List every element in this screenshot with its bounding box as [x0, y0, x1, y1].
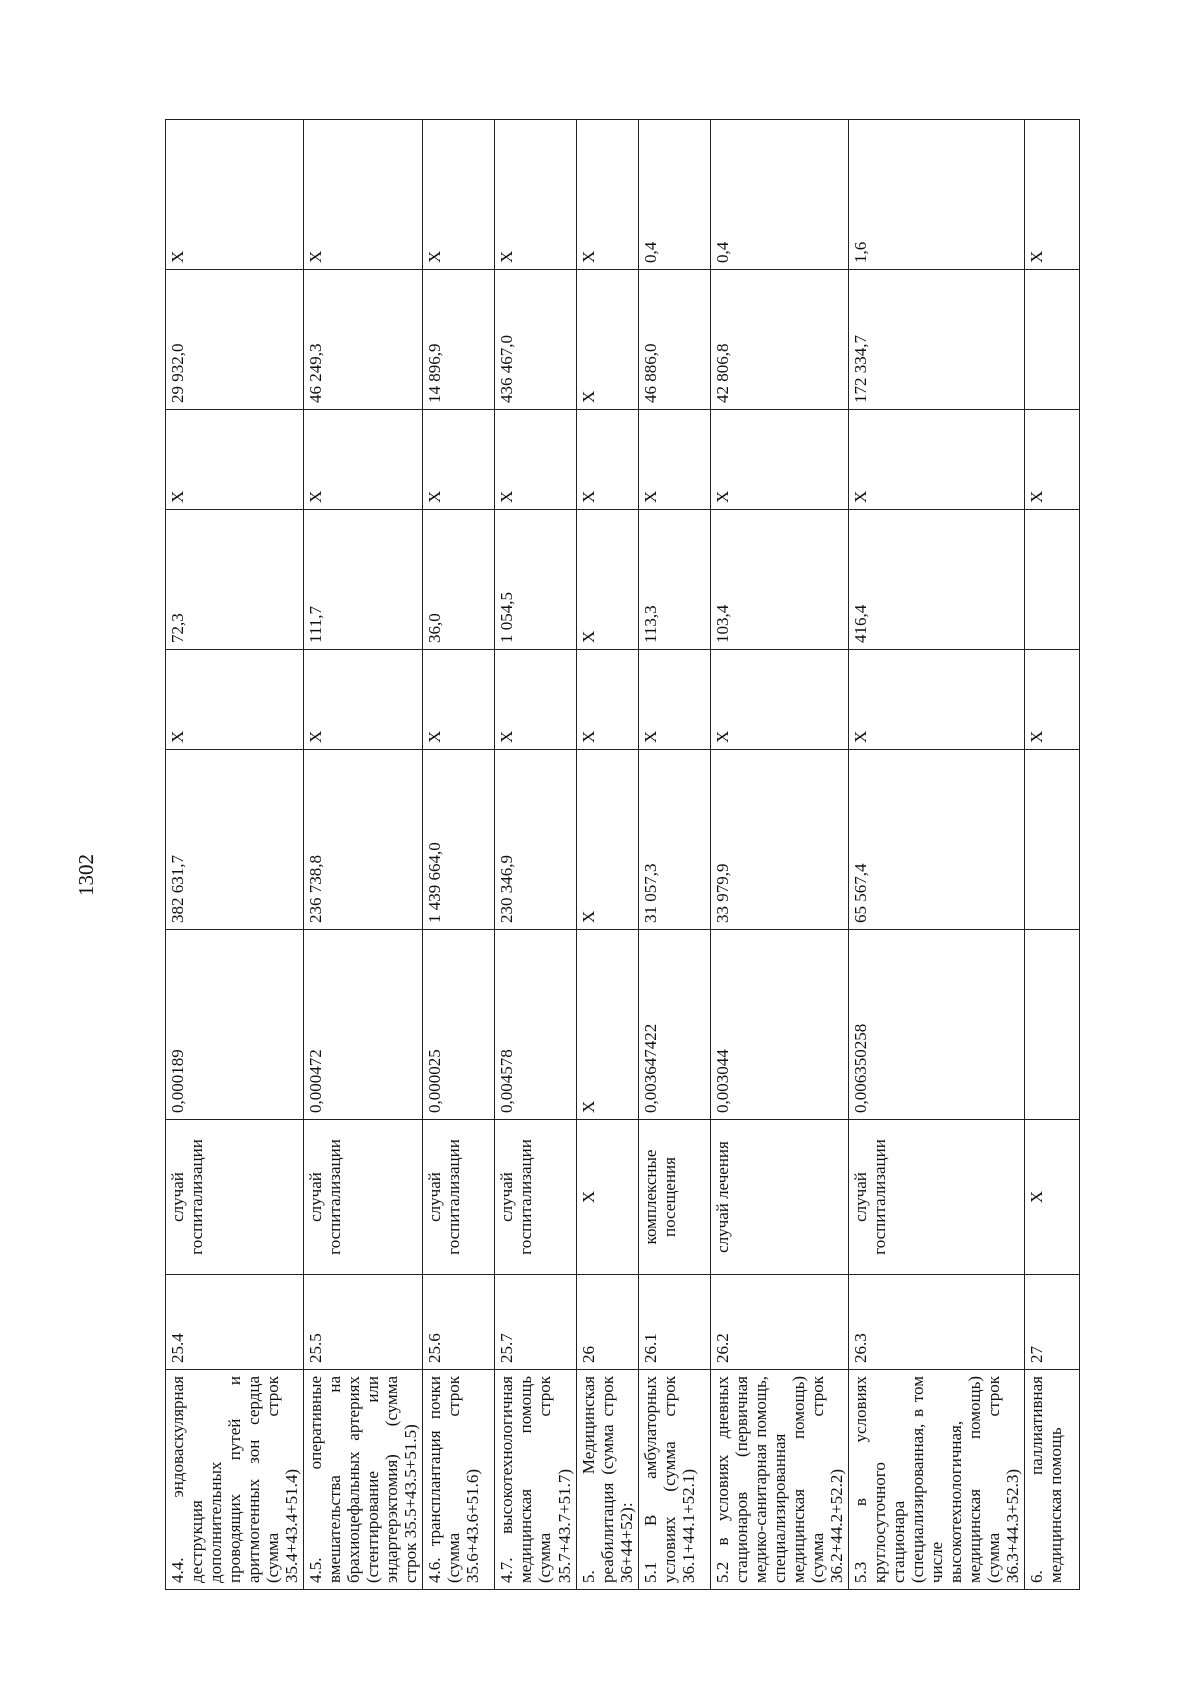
table-row: [495, 120, 576, 1590]
cell-value: X: [495, 120, 576, 270]
cell-line: 26: [576, 1275, 638, 1370]
cell-line: 27: [1025, 1275, 1080, 1370]
cell-unit: случай госпитализации: [423, 1120, 495, 1275]
cell-value: X: [576, 650, 638, 750]
cell-value: X: [576, 750, 638, 930]
cell-unit: комплексные посещения: [638, 1120, 710, 1275]
cell-value: X: [495, 650, 576, 750]
cell-value: 416,4: [848, 510, 1024, 650]
data-table: [165, 119, 1080, 1590]
cell-name: 5.1 В амбулаторных условиях (сумма строк 36.1+44.1+52.1): [638, 1370, 710, 1590]
cell-name: 4.5. оперативные вмешательства на брахиоцефальных артериях (стентирование или эндартерэктомия) (сумма строк 35.5+43.5+51.5): [304, 1370, 423, 1590]
cell-value: 42 806,8: [710, 270, 848, 410]
cell-line: 26.3: [848, 1275, 1024, 1370]
cell-value: 72,3: [166, 510, 304, 650]
cell-name: 4.4. эндоваскулярная деструкция дополнительных проводящих путей и аритмогенных зон сердца (сумма строк 35.4+43.4+51.4): [166, 1370, 304, 1590]
cell-line: 25.6: [423, 1275, 495, 1370]
cell-value: X: [576, 410, 638, 510]
cell-value: 46 249,3: [304, 270, 423, 410]
cell-name: 6. паллиативная медицинская помощь: [1025, 1370, 1080, 1590]
cell-value: 0,000025: [423, 930, 495, 1120]
cell-value: 0,003647422: [638, 930, 710, 1120]
page-number: 1302: [74, 854, 98, 896]
cell-line: 25.5: [304, 1275, 423, 1370]
cell-value: X: [423, 410, 495, 510]
cell-value: [1025, 930, 1080, 1120]
cell-value: X: [576, 270, 638, 410]
cell-value: X: [710, 650, 848, 750]
cell-unit: X: [1025, 1120, 1080, 1275]
cell-value: X: [423, 650, 495, 750]
table-row: [1025, 120, 1080, 1590]
cell-value: 46 886,0: [638, 270, 710, 410]
cell-value: 0,003044: [710, 930, 848, 1120]
cell-value: 0,000189: [166, 930, 304, 1120]
cell-value: X: [576, 120, 638, 270]
cell-value: X: [304, 120, 423, 270]
cell-value: 111,7: [304, 510, 423, 650]
cell-value: 0,004578: [495, 930, 576, 1120]
cell-name: 4.6. трансплантация почки (сумма строк 35.6+43.6+51.6): [423, 1370, 495, 1590]
cell-unit: случай госпитализации: [166, 1120, 304, 1275]
cell-value: X: [638, 650, 710, 750]
cell-value: X: [304, 650, 423, 750]
cell-value: X: [423, 120, 495, 270]
cell-name: 5.3 в условиях круглосуточного стационара (специализированная, в том числе высокотехнологичная, медицинская помощь) (сумма строк 36.3+44.3+52.3): [848, 1370, 1024, 1590]
cell-line: 26.1: [638, 1275, 710, 1370]
cell-value: 0,000472: [304, 930, 423, 1120]
cell-name: 5. Медицинская реабилитация (сумма строк 36+44+52):: [576, 1370, 638, 1590]
cell-value: X: [576, 930, 638, 1120]
table-row: [638, 120, 710, 1590]
cell-value: 29 932,0: [166, 270, 304, 410]
cell-value: 33 979,9: [710, 750, 848, 930]
cell-value: 31 057,3: [638, 750, 710, 930]
cell-value: 1,6: [848, 120, 1024, 270]
table-row: [166, 120, 304, 1590]
cell-value: X: [304, 410, 423, 510]
table-row: [423, 120, 495, 1590]
cell-unit: случай лечения: [710, 1120, 848, 1275]
cell-value: X: [495, 410, 576, 510]
cell-value: 382 631,7: [166, 750, 304, 930]
cell-value: X: [1025, 120, 1080, 270]
cell-value: [1025, 510, 1080, 650]
cell-value: 0,4: [710, 120, 848, 270]
cell-line: 25.7: [495, 1275, 576, 1370]
table-container: [165, 120, 1066, 1590]
cell-unit: X: [576, 1120, 638, 1275]
cell-value: 172 334,7: [848, 270, 1024, 410]
cell-value: 14 896,9: [423, 270, 495, 410]
cell-unit: случай госпитализации: [848, 1120, 1024, 1275]
cell-value: X: [1025, 410, 1080, 510]
cell-value: 65 567,4: [848, 750, 1024, 930]
cell-value: [1025, 750, 1080, 930]
table-row: [710, 120, 848, 1590]
cell-line: 25.4: [166, 1275, 304, 1370]
cell-value: 236 738,8: [304, 750, 423, 930]
cell-value: 0,006350258: [848, 930, 1024, 1120]
cell-value: X: [166, 410, 304, 510]
cell-value: X: [1025, 650, 1080, 750]
cell-value: X: [638, 410, 710, 510]
table-row: [304, 120, 423, 1590]
cell-value: X: [576, 510, 638, 650]
cell-name: 5.2 в условиях дневных стационаров (первичная медико-санитарная помощь, специализированная медицинская помощь) (сумма строк 36.2+44.2+52.2): [710, 1370, 848, 1590]
cell-unit: случай госпитализации: [495, 1120, 576, 1275]
cell-value: 230 346,9: [495, 750, 576, 930]
cell-line: 26.2: [710, 1275, 848, 1370]
table-row: [848, 120, 1024, 1590]
cell-value: X: [710, 410, 848, 510]
cell-value: 103,4: [710, 510, 848, 650]
cell-value: 1 439 664,0: [423, 750, 495, 930]
cell-value: 0,4: [638, 120, 710, 270]
cell-value: X: [848, 650, 1024, 750]
table-body: [166, 120, 1080, 1590]
cell-unit: случай госпитализации: [304, 1120, 423, 1275]
cell-value: X: [166, 650, 304, 750]
cell-name: 4.7. высокотехнологичная медицинская помощь (сумма строк 35.7+43.7+51.7): [495, 1370, 576, 1590]
cell-value: 1 054,5: [495, 510, 576, 650]
cell-value: X: [166, 120, 304, 270]
table-row: [576, 120, 638, 1590]
cell-value: [1025, 270, 1080, 410]
cell-value: 113,3: [638, 510, 710, 650]
cell-value: 436 467,0: [495, 270, 576, 410]
cell-value: X: [848, 410, 1024, 510]
cell-value: 36,0: [423, 510, 495, 650]
